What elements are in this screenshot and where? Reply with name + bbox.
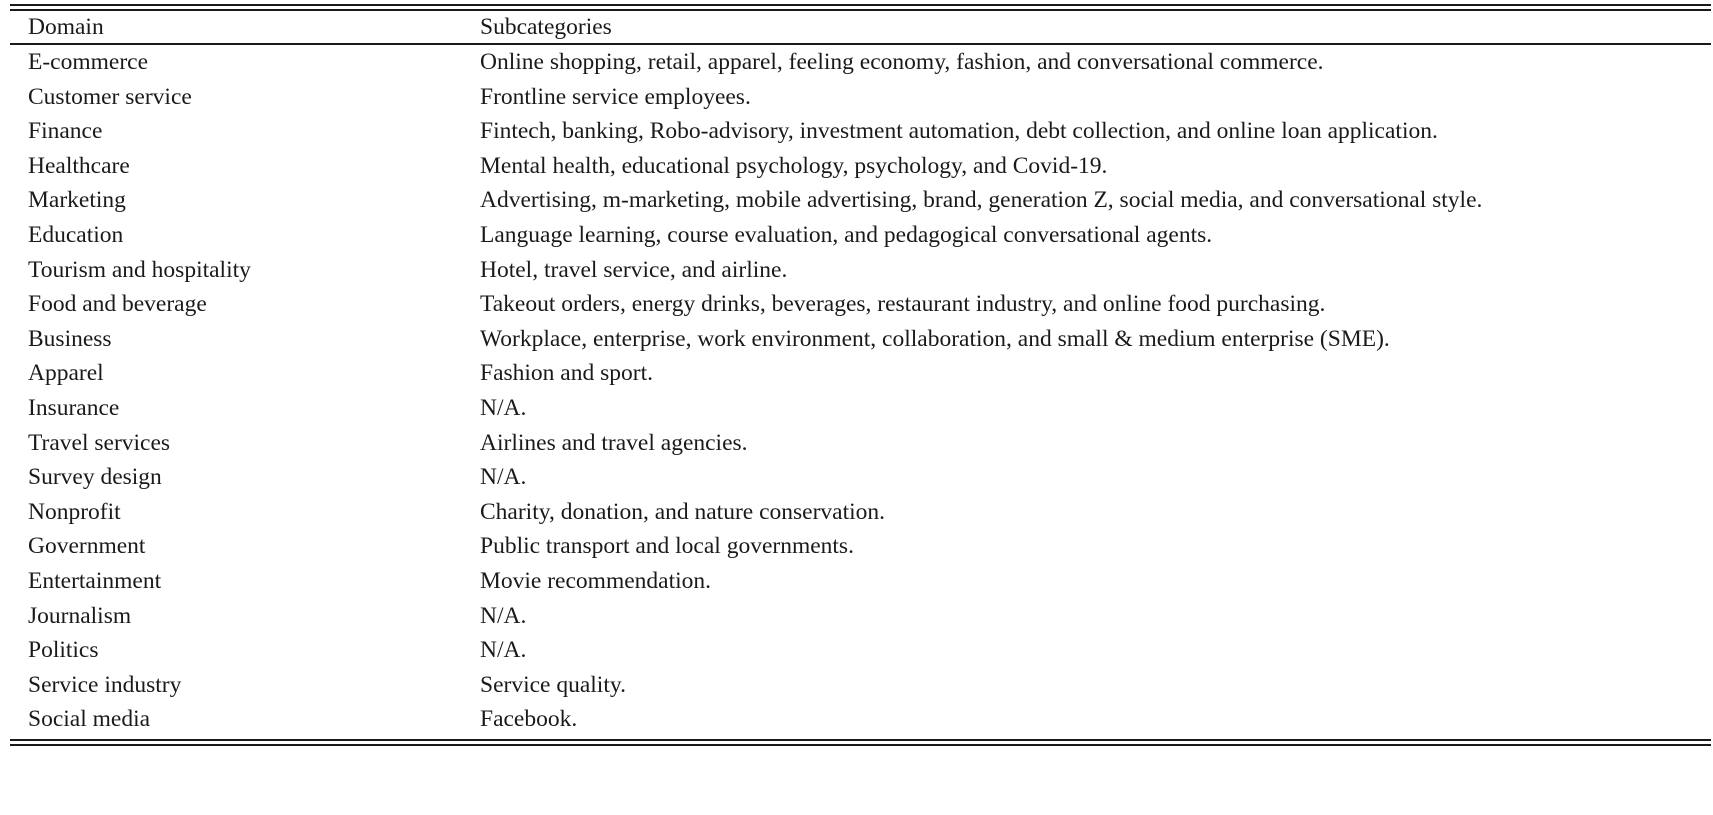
domain-subcategory-body (10, 45, 1711, 737)
domain-cell: Politics (28, 637, 99, 664)
domain-table (10, 4, 1711, 746)
table-row (10, 599, 1711, 634)
table-bottom-rule (10, 739, 1711, 746)
table-row (10, 287, 1711, 322)
table-row (10, 356, 1711, 391)
subcategories-cell: Facebook. (480, 706, 578, 733)
table-row (10, 80, 1711, 115)
domain-cell: Government (28, 533, 146, 560)
subcategories-cell: Online shopping, retail, apparel, feeling economy, fashion, and conversational commerce. (480, 49, 1324, 75)
subcategories-cell: Advertising, m-marketing, mobile advertising, brand, generation Z, social media, and conversational style. (480, 187, 1483, 214)
table-row (10, 114, 1711, 149)
subcategories-cell: Fashion and sport. (480, 360, 653, 387)
table-row (10, 702, 1711, 737)
domain-cell: Service industry (28, 671, 182, 698)
subcategories-cell: Workplace, enterprise, work environment, collaboration, and small & medium enterprise (SME). (480, 325, 1390, 352)
domain-cell: Journalism (28, 602, 132, 629)
subcategories-cell: Movie recommendation. (480, 567, 712, 594)
subcategories-cell: Mental health, educational psychology, psychology, and Covid-19. (480, 152, 1108, 179)
table-top-rule (10, 4, 1711, 11)
table-row (10, 426, 1711, 461)
header-subcategories: Subcategories (480, 14, 612, 40)
domain-cell: Healthcare (28, 152, 130, 179)
table-row (10, 253, 1711, 288)
table-row (10, 322, 1711, 357)
table-row (10, 391, 1711, 426)
table-body (10, 45, 1711, 737)
subcategories-cell: Service quality. (480, 671, 626, 698)
domain-cell: Finance (28, 118, 103, 145)
subcategories-cell: Public transport and local governments. (480, 533, 854, 560)
table-row (10, 183, 1711, 218)
domain-cell: Food and beverage (28, 291, 207, 318)
domain-cell: Customer service (28, 83, 192, 110)
table-row (10, 529, 1711, 564)
domain-cell: Insurance (28, 394, 120, 421)
domain-cell: E-commerce (28, 49, 149, 75)
domain-cell: Social media (28, 706, 151, 733)
table-row (10, 495, 1711, 530)
table-row (10, 45, 1711, 80)
subcategories-cell: N/A. (480, 637, 527, 664)
domain-cell: Marketing (28, 187, 126, 214)
subcategories-cell: Hotel, travel service, and airline. (480, 256, 788, 283)
subcategories-cell: Fintech, banking, Robo-advisory, investment automation, debt collection, and online loan application. (480, 118, 1438, 145)
subcategories-cell: Frontline service employees. (480, 83, 751, 110)
table-row (10, 149, 1711, 184)
subcategories-cell: N/A. (480, 602, 527, 629)
domain-cell: Apparel (28, 360, 104, 387)
subcategories-cell: Takeout orders, energy drinks, beverages, restaurant industry, and online food purchasing. (480, 291, 1326, 318)
domain-cell: Education (28, 221, 124, 248)
domain-cell: Tourism and hospitality (28, 256, 251, 283)
domain-subcategory-table (10, 11, 1711, 43)
domain-cell: Entertainment (28, 567, 162, 594)
domain-cell: Travel services (28, 429, 171, 456)
domain-cell: Survey design (28, 464, 162, 491)
table-row (10, 633, 1711, 668)
table-row (10, 564, 1711, 599)
domain-cell: Business (28, 325, 112, 352)
header-row (10, 11, 1711, 43)
subcategories-cell: N/A. (480, 394, 527, 421)
domain-cell: Nonprofit (28, 498, 121, 525)
subcategories-cell: Airlines and travel agencies. (480, 429, 748, 456)
table-row (10, 668, 1711, 703)
header-domain: Domain (28, 14, 104, 40)
subcategories-cell: Charity, donation, and nature conservation. (480, 498, 886, 525)
subcategories-cell: Language learning, course evaluation, and pedagogical conversational agents. (480, 221, 1213, 248)
table-row (10, 218, 1711, 253)
table-header (10, 11, 1711, 43)
subcategories-cell: N/A. (480, 464, 527, 491)
table-row (10, 460, 1711, 495)
